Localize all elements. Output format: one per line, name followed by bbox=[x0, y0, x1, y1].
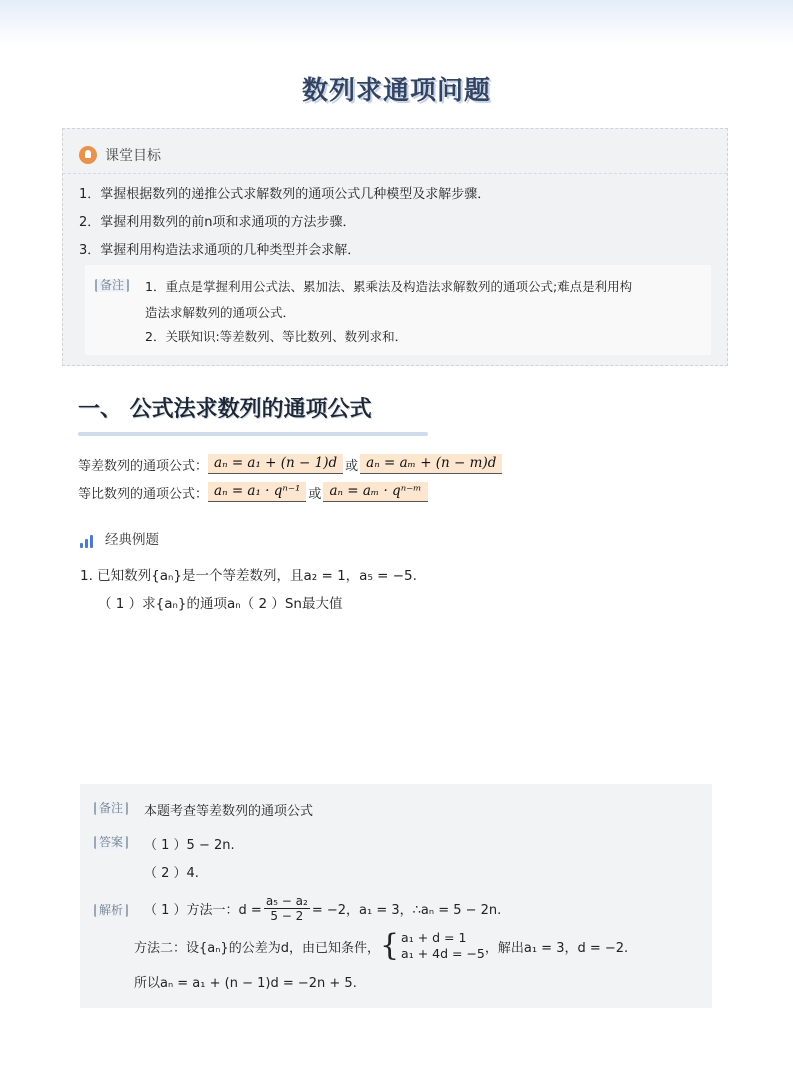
class-goals-box bbox=[62, 128, 728, 366]
geometric-formula-2: aₙ = aₘ · qⁿ⁻ᵐ bbox=[323, 482, 427, 502]
examples-header bbox=[80, 528, 159, 548]
note-line: 造法求解数列的通项公式． bbox=[145, 305, 296, 320]
analysis-tag: 解析 bbox=[94, 904, 128, 917]
question-1-line-2: （ 1 ）求{aₙ}的通项aₙ（ 2 ）Sn最大值 bbox=[98, 596, 343, 612]
arithmetic-label: 等差数列的通项公式： bbox=[78, 458, 209, 474]
lightbulb-icon bbox=[79, 146, 97, 164]
examples-header-label: 经典例题 bbox=[105, 532, 159, 548]
arithmetic-formula-1: aₙ = a₁ + (n − 1)d bbox=[208, 454, 343, 474]
fraction bbox=[264, 894, 310, 923]
analysis-method-2 bbox=[134, 930, 628, 962]
goals-header bbox=[79, 145, 161, 165]
method-1-suffix: = −2，a₁ = 3，∴aₙ = 5 − 2n. bbox=[311, 903, 502, 918]
geometric-formula-1: aₙ = a₁ · qⁿ⁻¹ bbox=[208, 482, 306, 502]
solution-box bbox=[80, 784, 712, 1008]
system-equation-1: a₁ + d = 1 bbox=[401, 930, 467, 945]
solution-note-text: 本题考查等差数列的通项公式 bbox=[144, 804, 314, 819]
fraction-denominator: 5 − 2 bbox=[270, 909, 304, 923]
answer-part-2: （ 2 ）4. bbox=[144, 866, 199, 881]
arithmetic-formula-row bbox=[78, 454, 502, 474]
note-line: 1．重点是掌握利用公式法、累加法、累乘法及构造法求解数列的通项公式;难点是利用构 bbox=[145, 279, 633, 294]
equation-system bbox=[380, 930, 485, 962]
page-title: 数列求通项问题 bbox=[301, 76, 491, 106]
section-underline bbox=[78, 432, 428, 436]
answer-part-1: （ 1 ）5 − 2n. bbox=[144, 838, 235, 853]
goal-item: 2．掌握利用数列的前n项和求通项的方法步骤． bbox=[79, 215, 356, 230]
goals-header-label: 课堂目标 bbox=[105, 148, 161, 164]
goal-item: 3．掌握利用构造法求通项的几种类型并会求解． bbox=[79, 243, 361, 258]
or-word: 或 bbox=[308, 486, 322, 502]
fraction-numerator: a₅ − a₂ bbox=[265, 894, 308, 908]
answer-tag: 答案 bbox=[94, 836, 128, 849]
geometric-label: 等比数列的通项公式： bbox=[78, 486, 209, 502]
goal-item: 1．掌握根据数列的递推公式求解数列的通项公式几种模型及求解步骤． bbox=[79, 187, 491, 202]
brace-icon: { bbox=[379, 928, 400, 963]
arithmetic-formula-2: aₙ = aₘ + (n − m)d bbox=[360, 454, 502, 474]
header-band bbox=[0, 0, 793, 48]
method-1-prefix: （ 1 ）方法一：d = bbox=[144, 903, 262, 918]
note-tag: 备注 bbox=[94, 802, 128, 815]
or-word: 或 bbox=[345, 458, 359, 474]
note-tag: 备注 bbox=[95, 279, 129, 292]
analysis-method-1 bbox=[144, 894, 501, 923]
method-2-suffix: ，解出a₁ = 3，d = −2. bbox=[484, 940, 629, 956]
note-line: 2．关联知识:等差数列、等比数列、数列求和． bbox=[145, 329, 408, 344]
system-equation-2: a₁ + 4d = −5 bbox=[401, 946, 485, 961]
method-2-prefix: 方法二：设{aₙ}的公差为d，由已知条件， bbox=[134, 940, 380, 956]
goals-note bbox=[85, 265, 711, 355]
goals-divider bbox=[63, 173, 727, 174]
question-1-line-1: 1. 已知数列{aₙ}是一个等差数列，且a₂ = 1，a₅ = −5. bbox=[80, 568, 417, 584]
bar-chart-icon bbox=[80, 534, 95, 548]
analysis-conclusion: 所以aₙ = a₁ + (n − 1)d = −2n + 5. bbox=[134, 976, 357, 991]
section-title: 一、 公式法求数列的通项公式 bbox=[78, 397, 372, 422]
geometric-formula-row bbox=[78, 482, 428, 502]
